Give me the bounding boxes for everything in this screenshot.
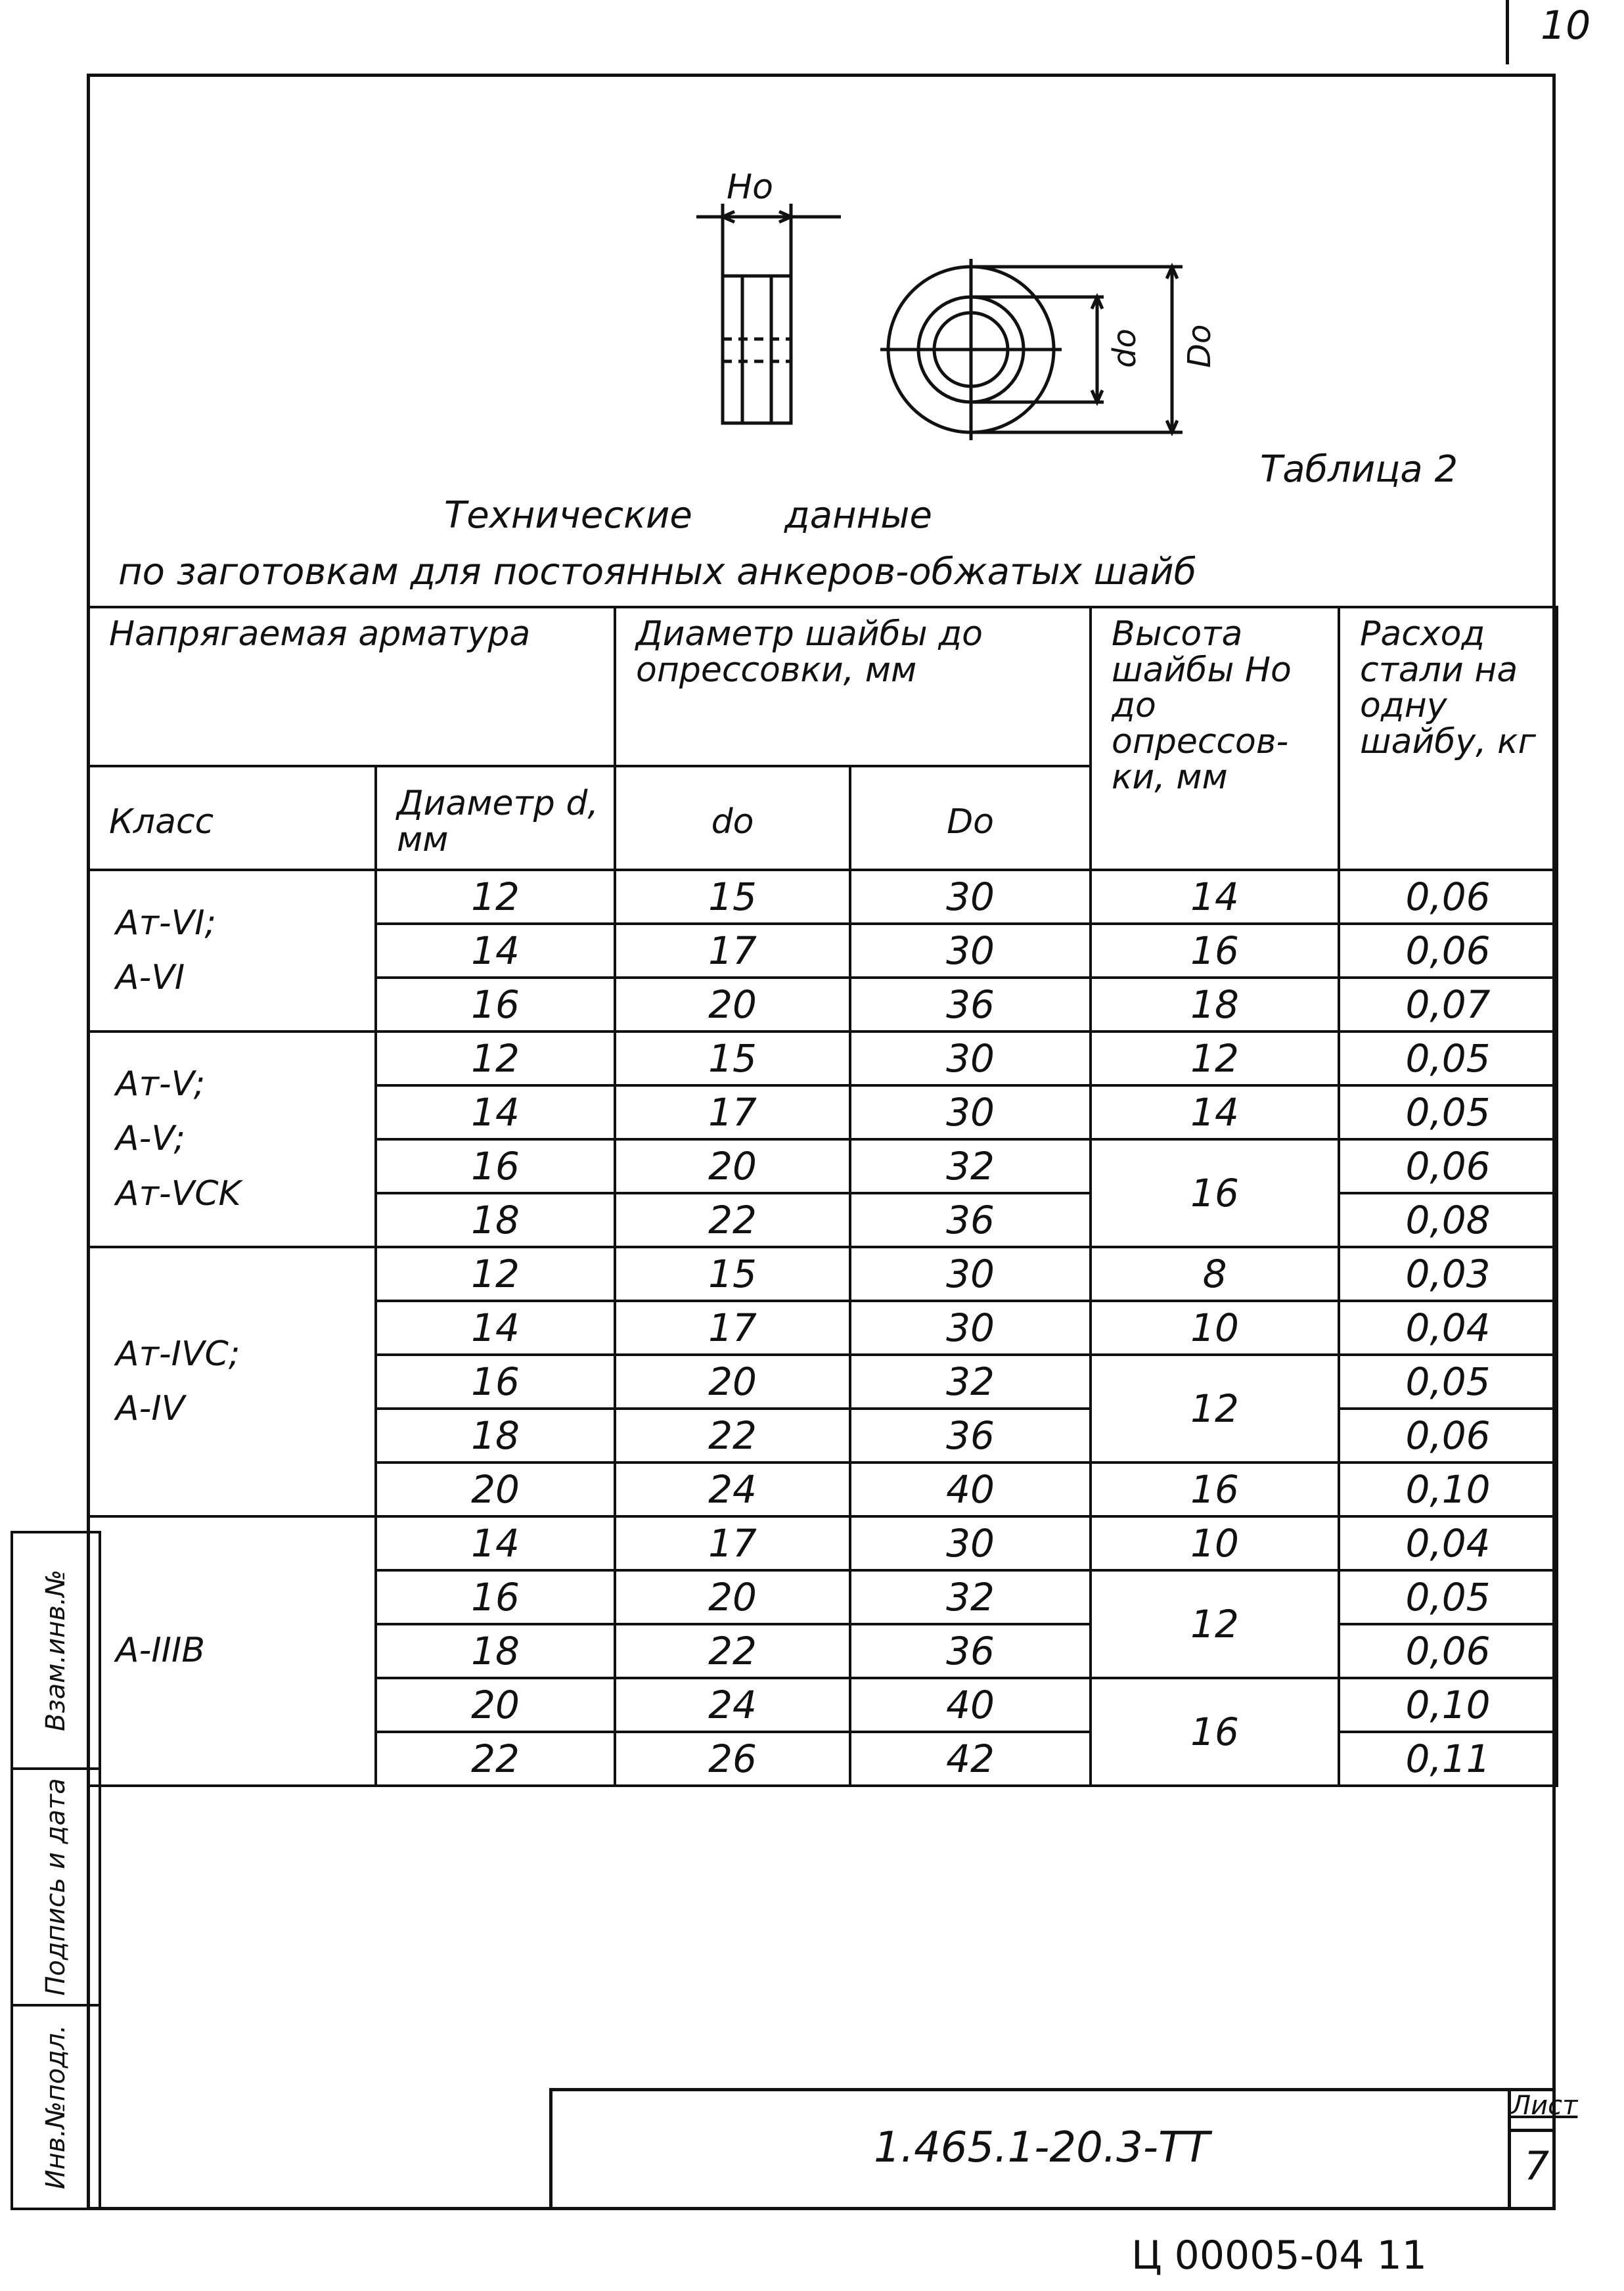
table-cell: 22 (615, 1193, 850, 1247)
table-cell: 12 (376, 1247, 615, 1301)
sheet-box-divider (1508, 2129, 1556, 2132)
class-cell-group2 (88, 1032, 376, 1247)
class-label: Ат-IVС; (116, 1334, 240, 1374)
table-cell: 22 (615, 1624, 850, 1678)
table-heading-line1a: Технические (444, 494, 692, 537)
table-cell: 20 (376, 1463, 615, 1516)
table-cell: 22 (615, 1409, 850, 1463)
table-cell: 16 (1091, 924, 1339, 978)
document-code: 1.465.1-20.3-ТТ (874, 2123, 1210, 2172)
table-cell: 0,06 (1339, 1139, 1557, 1193)
table-cell: 26 (615, 1732, 850, 1786)
page-number: 10 (1541, 3, 1591, 49)
table-cell: 12 (1091, 1355, 1339, 1463)
table-cell: 16 (1091, 1678, 1339, 1786)
class-label: Ат-VCK (116, 1173, 241, 1214)
table-cell: 16 (376, 1570, 615, 1624)
table-cell: 30 (850, 924, 1091, 978)
table-cell: 17 (615, 1085, 850, 1139)
table-cell: 12 (1091, 1032, 1339, 1085)
washer-figure (683, 164, 1222, 453)
table-cell: 30 (850, 1247, 1091, 1301)
table-cell: 0,05 (1339, 1570, 1557, 1624)
table-cell: 20 (615, 978, 850, 1032)
table-cell: 20 (376, 1678, 615, 1732)
table-cell: 16 (376, 978, 615, 1032)
table-cell: 0,10 (1339, 1678, 1557, 1732)
table-row (88, 870, 1557, 924)
table-cell: 20 (615, 1139, 850, 1193)
table-cell: 0,06 (1339, 1624, 1557, 1678)
header-armature: Напрягаемая арматура (88, 607, 615, 766)
class-label: А-V; (116, 1119, 186, 1159)
class-cell-group1 (88, 870, 376, 1032)
archive-code: Ц 00005-04 11 (1131, 2233, 1427, 2279)
table-cell: 18 (1091, 978, 1339, 1032)
table-cell: 32 (850, 1570, 1091, 1624)
table-cell: 0,04 (1339, 1301, 1557, 1355)
table-cell: 30 (850, 1085, 1091, 1139)
table-cell: 0,11 (1339, 1732, 1557, 1786)
table-cell: 24 (615, 1463, 850, 1516)
table-cell: 36 (850, 1624, 1091, 1678)
technical-data-table (87, 606, 1558, 1787)
class-label: Ат-VI; (116, 903, 217, 943)
header-steel-consumption: Расход стали на одну шайбу, кг (1339, 607, 1557, 870)
header-bar-diameter: Диаметр d, мм (376, 766, 615, 870)
table-cell: 14 (376, 1301, 615, 1355)
outer-diameter-label: Do (1181, 324, 1218, 368)
table-cell: 18 (376, 1409, 615, 1463)
table-cell: 32 (850, 1355, 1091, 1409)
table-cell: 12 (376, 1032, 615, 1085)
side-cell-replacement: Взам.инв.№ (11, 1531, 101, 1770)
table-cell: 0,06 (1339, 870, 1557, 924)
table-heading-line2: по заготовкам для постоянных анкеров-обжатых шайб (118, 551, 1197, 593)
table-cell: 0,03 (1339, 1247, 1557, 1301)
table-cell: 15 (615, 1032, 850, 1085)
table-cell: 30 (850, 870, 1091, 924)
table-row (88, 1516, 1557, 1570)
table-cell: 0,05 (1339, 1355, 1557, 1409)
sheet-number: 7 (1524, 2143, 1550, 2189)
table-cell: 32 (850, 1139, 1091, 1193)
height-label: Но (727, 168, 773, 207)
table-cell: 8 (1091, 1247, 1339, 1301)
side-cell-inventory: Инв.№подл. (11, 2004, 101, 2210)
table-cell: 16 (1091, 1463, 1339, 1516)
page-number-divider (1506, 0, 1509, 64)
header-outer-diameter: Do (850, 766, 1091, 870)
table-cell: 42 (850, 1732, 1091, 1786)
table-cell: 0,05 (1339, 1032, 1557, 1085)
table-heading-line1b: данные (784, 494, 932, 537)
table-cell: 16 (1091, 1139, 1339, 1247)
header-inner-diameter: do (615, 766, 850, 870)
table-row (88, 1032, 1557, 1085)
table-cell: 14 (376, 924, 615, 978)
table-cell: 15 (615, 1247, 850, 1301)
class-label: А-VI (116, 958, 185, 997)
header-washer-diameter: Диаметр шайбы до опрессовки, мм (615, 607, 1091, 766)
table-cell: 14 (1091, 1085, 1339, 1139)
class-label: Ат-V; (116, 1064, 206, 1104)
table-cell: 0,07 (1339, 978, 1557, 1032)
table-number-label: Таблица 2 (1260, 448, 1458, 491)
side-cell-signature-date: Подпись и дата (11, 1767, 101, 2007)
table-cell: 14 (376, 1085, 615, 1139)
table-cell: 0,05 (1339, 1085, 1557, 1139)
table-cell: 36 (850, 1409, 1091, 1463)
table-cell: 22 (376, 1732, 615, 1786)
header-washer-height: Высота шайбы Но до опрессов-ки, мм (1091, 607, 1339, 870)
table-cell: 15 (615, 870, 850, 924)
table-cell: 16 (376, 1355, 615, 1409)
washer-side-view (696, 204, 841, 423)
table-cell: 36 (850, 1193, 1091, 1247)
table-cell: 0,06 (1339, 924, 1557, 978)
table-row (88, 1247, 1557, 1301)
table-cell: 10 (1091, 1516, 1339, 1570)
approval-side-strip (11, 1531, 101, 2210)
header-class: Класс (88, 766, 376, 870)
table-cell: 12 (376, 870, 615, 924)
class-label (88, 607, 1557, 766)
sheet-label: Лист (1511, 2091, 1578, 2121)
table-cell: 20 (615, 1570, 850, 1624)
table-cell: 0,10 (1339, 1463, 1557, 1516)
table-cell: 0,04 (1339, 1516, 1557, 1570)
class-cell-group4 (88, 1516, 376, 1786)
table-cell: 40 (850, 1678, 1091, 1732)
class-label: А-IV (116, 1389, 185, 1428)
class-label: А-IIIВ (116, 1631, 206, 1671)
table-cell: 18 (376, 1624, 615, 1678)
table-cell: 36 (850, 978, 1091, 1032)
table-cell: 30 (850, 1516, 1091, 1570)
table-cell: 24 (615, 1678, 850, 1732)
table-cell: 0,08 (1339, 1193, 1557, 1247)
table-cell: 18 (376, 1193, 615, 1247)
table-cell: 40 (850, 1463, 1091, 1516)
table-cell: 17 (615, 1516, 850, 1570)
table-cell: 20 (615, 1355, 850, 1409)
table-cell: 17 (615, 924, 850, 978)
table-cell: 17 (615, 1301, 850, 1355)
table-cell: 30 (850, 1032, 1091, 1085)
table-cell: 10 (1091, 1301, 1339, 1355)
class-cell-group3 (88, 1247, 376, 1516)
table-cell: 30 (850, 1301, 1091, 1355)
table-cell: 0,06 (1339, 1409, 1557, 1463)
table-cell: 12 (1091, 1570, 1339, 1678)
table-cell: 14 (1091, 870, 1339, 924)
table-cell: 14 (376, 1516, 615, 1570)
table-cell: 16 (376, 1139, 615, 1193)
inner-diameter-label: do (1106, 329, 1143, 368)
